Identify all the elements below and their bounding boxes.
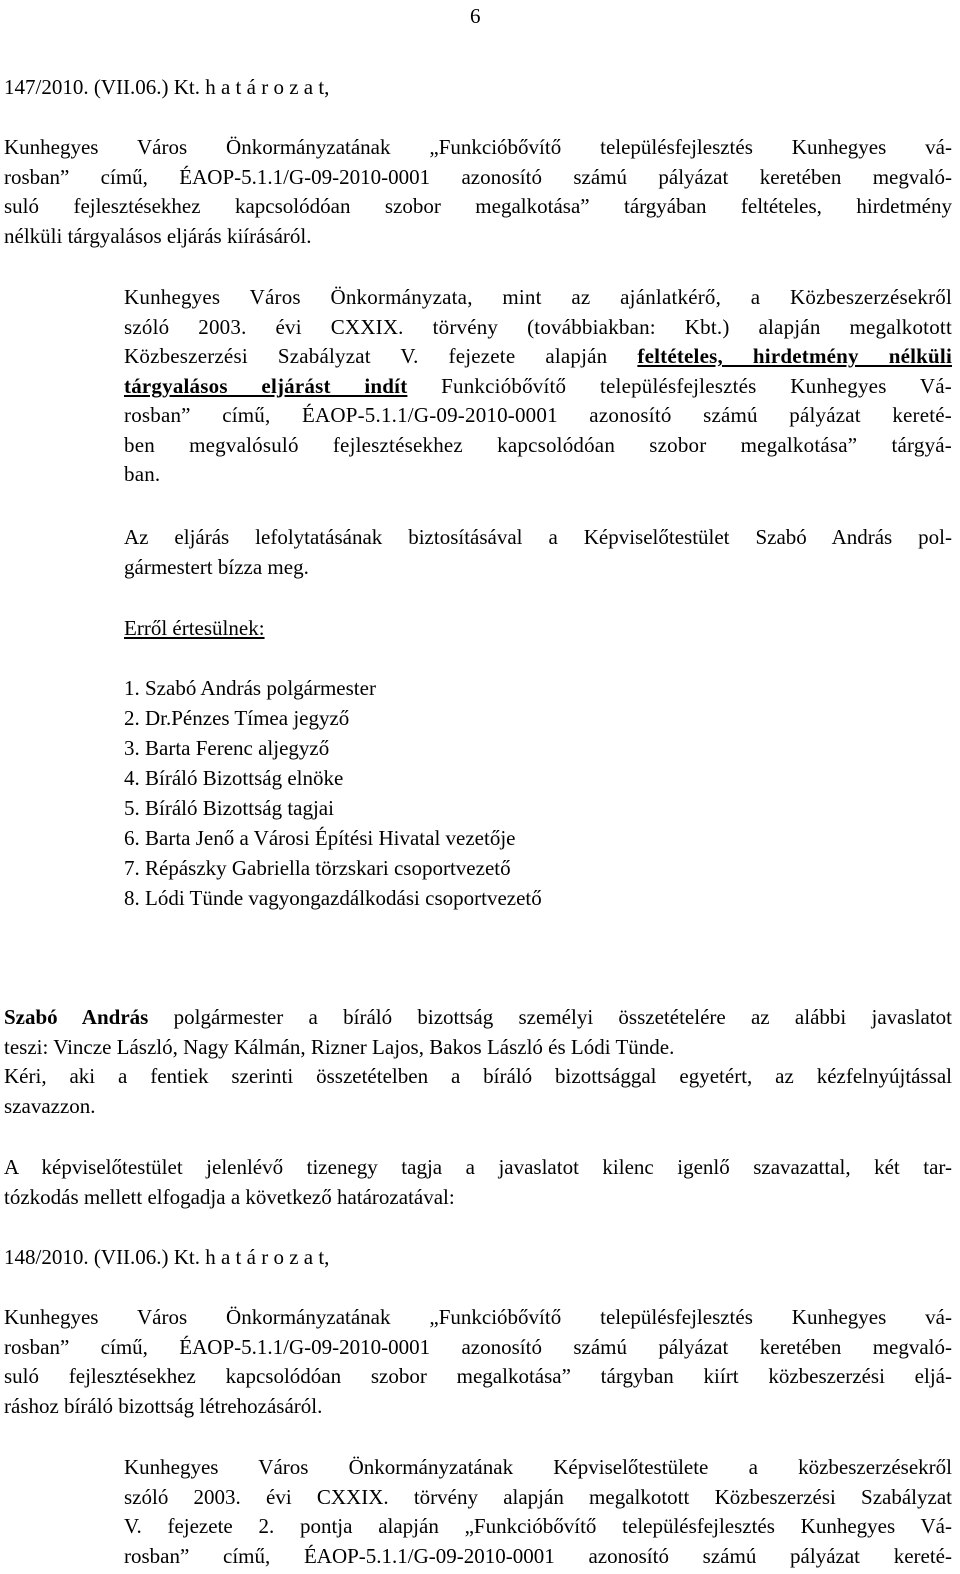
notify-heading (124, 614, 952, 644)
list-item: 2. Dr.Pénzes Tímea jegyző (124, 706, 350, 730)
speaker-name: Szabó András (4, 1005, 149, 1029)
mandate-line: gármestert bízza meg. (124, 554, 309, 579)
resolution-title-line: Kunhegyes Város Önkormányzatának „Funkcióbővítő településfejlesztés Kunhegyes vá- (4, 135, 952, 159)
decision-emphasis: feltételes, hirdetmény nélküli (637, 344, 952, 368)
recipient-list (124, 673, 952, 913)
mandate-line: Az eljárás lefolytatásának biztosításával a Képviselőtestület Szabó András pol- (124, 525, 952, 549)
vote-paragraph (4, 1153, 952, 1212)
resolution-number-text: 148/2010. (VII.06.) Kt. h a t á r o z a t, (4, 1245, 330, 1269)
resolution-title-line: suló fejlesztésekhez kapcsolódóan szobor megalkotása” tárgyában feltételes, hirdetmény (4, 194, 952, 218)
resolution-title-line: rosban” című, ÉAOP-5.1.1/G-09-2010-0001 azonosító számú pályázat keretében megvaló- (4, 1334, 952, 1359)
list-item: 4. Bíráló Bizottság elnöke (124, 766, 344, 790)
proposal-line: Kéri, aki a fentiek szerinti összetételben a bíráló bizottsággal egyetért, az kézfelnyújtással (4, 1064, 952, 1088)
list-item: 7. Répászky Gabriella törzskari csoportvezető (124, 856, 511, 880)
vote-line: tózkodás mellett elfogadja a következő határozatával: (4, 1184, 455, 1209)
body-line: rosban” című, ÉAOP-5.1.1/G-09-2010-0001 azonosító számú pályázat kereté- (124, 1543, 952, 1568)
mandate-paragraph (124, 523, 952, 582)
resolution-title (4, 1303, 952, 1421)
page-number: 6 (470, 4, 481, 28)
resolution-title-line: ráshoz bíráló bizottság létrehozásáról. (4, 1393, 323, 1418)
resolution-body (124, 1453, 952, 1571)
proposal-text: polgármester a bíráló bizottság személyi összetételére az alábbi javaslatot (148, 1005, 952, 1029)
body-line: ben megvalósuló fejlesztésekhez kapcsolódóan szobor megalkotása” tárgyá- (124, 432, 952, 457)
vote-line: A képviselőtestület jelenlévő tizenegy tagja a javaslatot kilenc igenlő szavazattal, két tar- (4, 1155, 952, 1179)
body-line: szóló 2003. évi CXXIX. törvény alapján megalkotott Közbeszerzési Szabályzat (124, 1484, 952, 1509)
resolution-body (124, 283, 952, 490)
notify-heading-text: Erről értesülnek: (124, 616, 265, 640)
body-line: ban. (124, 462, 161, 486)
resolution-title-line: rosban” című, ÉAOP-5.1.1/G-09-2010-0001 azonosító számú pályázat keretében megvaló- (4, 164, 952, 189)
decision-emphasis: tárgyalásos eljárást indít (124, 373, 408, 398)
proposal-line: teszi: Vincze László, Nagy Kálmán, Rizner Lajos, Bakos László és Lódi Tünde. (4, 1034, 675, 1059)
body-line (124, 372, 952, 402)
proposal-line (4, 1003, 952, 1033)
body-line: Kunhegyes Város Önkormányzata, mint az ajánlatkérő, a Közbeszerzésekről (124, 285, 952, 309)
body-text: Közbeszerzési Szabályzat V. fejezete alapján (124, 344, 638, 368)
resolution-title-line: nélküli tárgyalásos eljárás kiírásáról. (4, 223, 312, 248)
resolution-title-line: Kunhegyes Város Önkormányzatának „Funkcióbővítő településfejlesztés Kunhegyes vá- (4, 1305, 952, 1329)
list-item: 8. Lódi Tünde vagyongazdálkodási csoportvezető (124, 886, 542, 910)
body-line: Kunhegyes Város Önkormányzatának Képviselőtestülete a közbeszerzésekről (124, 1455, 952, 1479)
list-item: 6. Barta Jenő a Városi Építési Hivatal vezetője (124, 826, 516, 850)
resolution-title-line: suló fejlesztésekhez kapcsolódóan szobor megalkotása” tárgyban kiírt közbeszerzési eljá- (4, 1364, 952, 1388)
resolution-number (4, 1243, 952, 1273)
resolution-number-text: 147/2010. (VII.06.) Kt. h a t á r o z a t, (4, 75, 330, 99)
body-line: rosban” című, ÉAOP-5.1.1/G-09-2010-0001 azonosító számú pályázat kereté- (124, 403, 952, 427)
body-text: Funkcióbővítő településfejlesztés Kunhegyes Vá- (407, 373, 952, 398)
resolution-title (4, 133, 952, 251)
list-item: 3. Barta Ferenc aljegyző (124, 736, 330, 760)
body-line: V. fejezete 2. pontja alapján „Funkcióbővítő településfejlesztés Kunhegyes Vá- (124, 1514, 952, 1538)
resolution-number (4, 73, 952, 103)
proposal-line: szavazzon. (4, 1093, 96, 1118)
proposal-paragraph (4, 1003, 952, 1121)
body-line: szóló 2003. évi CXXIX. törvény (továbbiakban: Kbt.) alapján megalkotott (124, 314, 952, 339)
body-line (124, 342, 952, 372)
list-item: 1. Szabó András polgármester (124, 676, 376, 700)
list-item: 5. Bíráló Bizottság tagjai (124, 796, 334, 820)
